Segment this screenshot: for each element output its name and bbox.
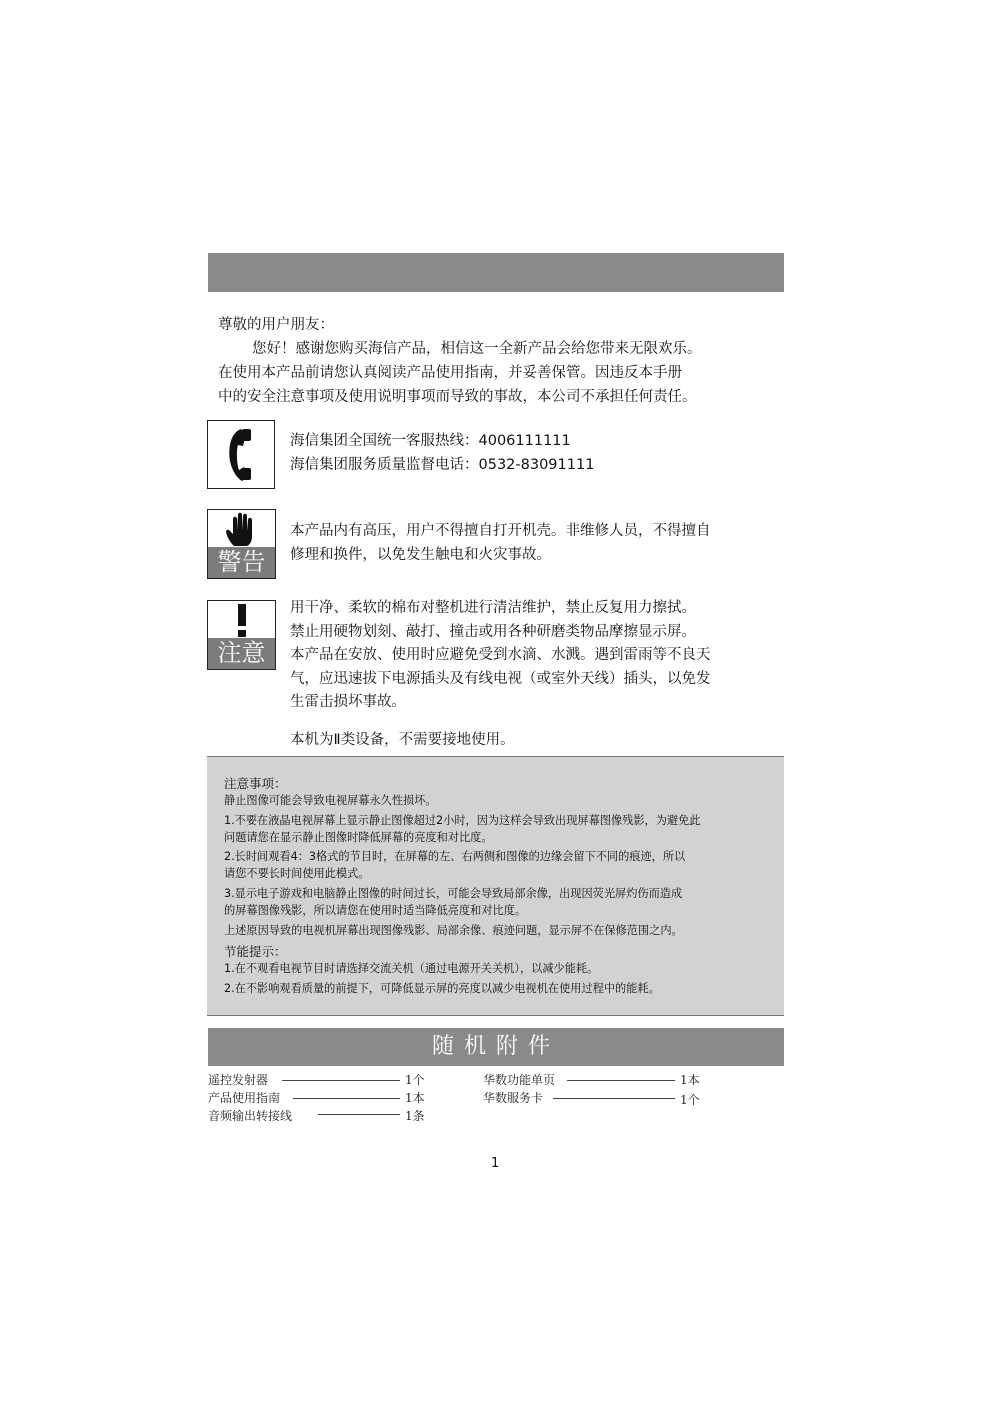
warning-text (290, 520, 790, 567)
notes-item: 请您不要长时间使用此模式。 (224, 867, 370, 881)
hotline-supervision: 海信集团服务质量监督电话：0532-83091111 (290, 456, 595, 473)
accessory-qty: 1本 (680, 1073, 700, 1087)
leader-line (553, 1098, 675, 1099)
hotline-section (290, 430, 790, 477)
accessory-qty: 1个 (680, 1093, 700, 1107)
caution-line: 本产品在安放、使用时应避免受到水滴、水溅。遇到雷雨等不良天 (290, 647, 711, 663)
notes-item: 的屏幕图像残影，所以请您在使用时适当降低亮度和对比度。 (224, 903, 527, 917)
notes-intro: 静止图像可能会导致电视屏幕永久性损坏。 (224, 794, 437, 807)
caution-line: 气，应迅速拔下电源插头及有线电视（或室外天线）插头，以免发 (290, 670, 711, 687)
accessory-name: 产品使用指南 (208, 1091, 281, 1105)
leader-line (282, 1080, 400, 1081)
energy-item: 1.在不观看电视节目时请选择交流关机（通过电源开关关机），以减少能耗。 (224, 962, 599, 976)
accessories-title: 随机附件 (208, 1028, 784, 1066)
accessory-qty: 1条 (405, 1109, 425, 1123)
caution-line: 禁止用硬物划刻、敲打、撞击或用各种研磨类物品摩擦显示屏。 (290, 623, 696, 640)
notes-summary: 上述原因导致的电视机屏幕出现图像残影、局部余像、痕迹问题，显示屏不在保修范围之内。 (224, 923, 683, 937)
caution-text (290, 597, 790, 715)
greeting-line: 您好！感谢您购买海信产品，相信这一全新产品会给您带来无限欢乐。 (252, 341, 702, 357)
warning-label: 警告 (208, 547, 275, 578)
leader-line (567, 1080, 675, 1081)
exclamation-icon (208, 601, 275, 639)
leader-line (318, 1114, 400, 1115)
warning-badge (207, 509, 276, 579)
caution-badge (207, 600, 276, 670)
caution-line: 用干净、柔软的棉布对整机进行清洁维护，禁止反复用力擦拭。 (290, 600, 696, 616)
notes-item: 问题请您在显示静止图像时降低屏幕的亮度和对比度。 (224, 830, 493, 844)
energy-item: 2.在不影响观看质量的前提下，可降低显示屏的亮度以减少电视机在使用过程中的能耗。 (224, 982, 660, 996)
accessory-qty: 1本 (405, 1091, 425, 1105)
notes-item: 3.显示电子游戏和电脑静止图像的时间过长，可能会导致局部余像，出现因荧光屏灼伤而造成 (224, 886, 683, 900)
class2-note: 本机为Ⅱ类设备，不需要接地使用。 (290, 732, 515, 748)
accessory-name: 遥控发射器 (208, 1073, 269, 1087)
greeting-salutation: 尊敬的用户朋友： (218, 317, 334, 333)
leader-line (293, 1098, 400, 1099)
energy-title: 节能提示： (224, 944, 287, 960)
caution-label: 注意 (208, 638, 275, 669)
hand-icon (208, 510, 275, 548)
notes-item: 2.长时间观看4：3格式的节目时，在屏幕的左、右两侧和图像的边缘会留下不同的痕迹，所以 (224, 850, 686, 864)
greeting-line: 在使用本产品前请您认真阅读产品使用指南，并妥善保管。因违反本手册 (218, 365, 682, 381)
accessory-name: 华数服务卡 (483, 1091, 544, 1105)
accessory-name: 华数功能单页 (483, 1073, 556, 1087)
phone-icon (207, 420, 275, 489)
greeting-line: 中的安全注意事项及使用说明事项而导致的事故，本公司不承担任何责任。 (218, 389, 697, 405)
page-number: 1 (491, 1156, 500, 1171)
caution-line: 生雷击损坏事故。 (290, 694, 406, 710)
notes-title: 注意事项： (224, 776, 287, 791)
warning-line: 修理和换件，以免发生触电和火灾事故。 (290, 546, 551, 563)
hotline-service: 海信集团全国统一客服热线：4006111111 (290, 433, 571, 449)
accessory-name: 音频输出转接线 (208, 1109, 293, 1123)
notes-box (207, 756, 784, 1016)
warning-line: 本产品内有高压，用户不得擅自打开机壳。非维修人员，不得擅自 (290, 523, 711, 539)
greeting-section (218, 313, 788, 409)
accessory-qty: 1个 (405, 1073, 425, 1087)
notes-item: 1.不要在液晶电视屏幕上显示静止图像超过2小时，因为这样会导致出现屏幕图像残影，为避免此 (224, 813, 701, 827)
header-bar (208, 253, 784, 292)
